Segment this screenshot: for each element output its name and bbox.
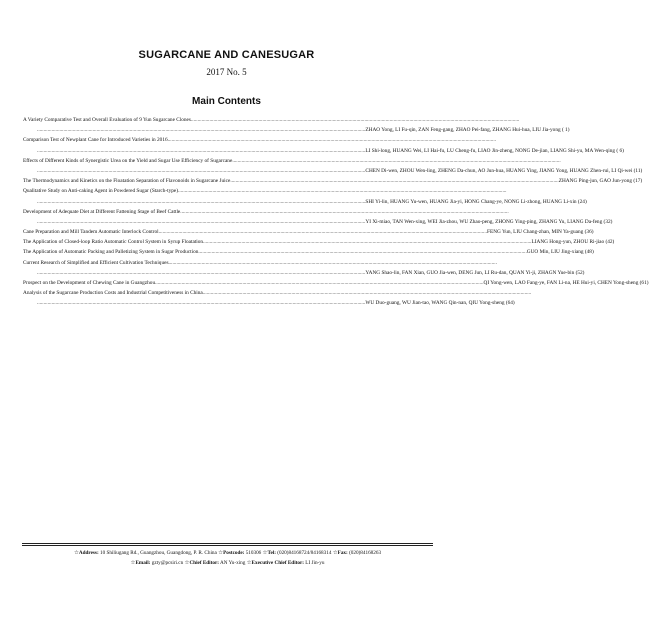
- footer-contact-line: [22, 548, 433, 558]
- publisher-info: [22, 548, 433, 568]
- toc-entry: [23, 115, 413, 125]
- star-icon: ☆: [184, 560, 190, 566]
- star-icon: ☆: [73, 550, 79, 556]
- footer-editor-line: [22, 558, 433, 568]
- toc-entry-authors: LIANG Hong-yun, ZHOU Ri-jiao (42): [531, 239, 615, 246]
- footer-value: (020)84168263: [347, 550, 382, 556]
- toc-entry-author-line: [23, 146, 624, 156]
- footer-label: Email:: [135, 560, 151, 566]
- footer-divider-secondary: [22, 545, 433, 546]
- toc-entry-author-line: [23, 217, 613, 227]
- toc-entry: [23, 288, 413, 298]
- toc-leader-dots: [168, 135, 496, 145]
- toc-leader-dots: [37, 146, 365, 156]
- journal-title: SUGARCANE AND CANESUGAR: [138, 49, 315, 61]
- toc-entry-title: The Application of Closed-loop Ratio Automatic Control System in Syrup Floatation: [23, 239, 204, 246]
- toc-indent: [23, 166, 37, 176]
- toc-entry-author-line: [23, 166, 643, 176]
- toc-entry-title: The Thermodynamics and Kinetics on the Floatation Separation of Flavonoids in Sugarcane Juice: [23, 178, 231, 185]
- star-icon: ☆: [218, 550, 224, 556]
- toc-leader-dots: [37, 197, 365, 207]
- toc-entry-author-line: [23, 125, 570, 135]
- toc-entry: [23, 176, 643, 186]
- toc-leader-dots: [191, 115, 519, 125]
- star-icon: ☆: [246, 560, 252, 566]
- star-icon: ☆: [130, 560, 136, 566]
- toc-entry-title: Current Research of Simplified and Efficient Cultivation Techniques: [23, 259, 169, 266]
- toc-entry-title: Comparison Test of Newplant Cane for Introduced Varieties in 2016: [23, 137, 168, 144]
- toc-entry: [23, 227, 594, 237]
- toc-leader-dots: [37, 298, 365, 308]
- toc-entry-title: Development of Adequate Diet at Different Fattening Stage of Beef Cattle: [23, 208, 181, 215]
- toc-entry-authors: WU Duo-guang, WU Jian-tao, WANG Qin-nan, QIU Yong-sheng (64): [365, 300, 515, 307]
- toc-leader-dots: [155, 278, 483, 288]
- toc-entry-title: Effects of Different Kinds of Synergistic Urea on the Yield and Sugar Use Efficiency of Sugarcane: [23, 157, 233, 164]
- toc-leader-dots: [198, 247, 526, 257]
- toc-leader-dots: [159, 227, 487, 237]
- footer-label: Chief Editor:: [189, 560, 219, 566]
- toc-entry: [23, 258, 413, 268]
- toc-entry-title: Qualitative Study on Anti-caking Agent in Powdered Sugar (Starch-type): [23, 188, 179, 195]
- footer-label: Fax:: [337, 550, 348, 556]
- footer-label: Tel:: [267, 550, 276, 556]
- toc-entry: [23, 237, 615, 247]
- toc-entry-authors: LI Shi-long, HUANG Wei, LI Hai-fu, LU Cheng-fu, LIAO Jin-zheng, NONG De-jian, LIANG Shi-yu, MA Wen-qing ( 6): [365, 147, 624, 154]
- toc-leader-dots: [37, 268, 365, 278]
- toc-entry-authors: GUO Min, LIU Jing-xiang (48): [526, 249, 594, 256]
- table-of-contents: [23, 115, 649, 309]
- footer-value: gzty@pcsiri.cn: [150, 560, 185, 566]
- footer-value: (020)84168724/84168314: [275, 550, 333, 556]
- toc-entry: [23, 278, 649, 288]
- toc-indent: [23, 125, 37, 135]
- toc-indent: [23, 146, 37, 156]
- toc-entry: [23, 156, 413, 166]
- toc-leader-dots: [37, 125, 365, 135]
- toc-entry-authors: YANG Shao-lin, FAN Xian, GUO Jia-wen, DENG Jun, LI Ru-dan, QUAN Yi-ji, ZHAGN Yue-bin (52): [365, 269, 585, 276]
- toc-entry-authors: CHEN Di-wen, ZHOU Wen-ling, ZHENG Da-chun, AO Jun-hua, HUANG Ying, JIANG Yong, HUANG Zhen-rui, LI Qi-wei (11): [365, 167, 643, 174]
- toc-entry-author-line: [23, 298, 515, 308]
- toc-entry: [23, 247, 594, 257]
- footer-value: AN Yu-xing: [218, 560, 247, 566]
- footer-value: 10 Shiliugang Rd., Guangzhou, Guangdong, P. R. China: [98, 550, 219, 556]
- toc-entry: [23, 207, 413, 217]
- star-icon: ☆: [262, 550, 268, 556]
- toc-entry-title: Cane Preparation and Mill Tandem Automatic Interlock Control: [23, 229, 159, 236]
- contents-heading: Main Contents: [192, 96, 261, 107]
- footer-divider: [22, 543, 433, 544]
- toc-indent: [23, 197, 37, 207]
- toc-entry: [23, 135, 413, 145]
- toc-leader-dots: [169, 258, 497, 268]
- footer-value: LI Jin-yu: [304, 560, 325, 566]
- toc-entry-author-line: [23, 197, 587, 207]
- toc-leader-dots: [203, 288, 531, 298]
- toc-leader-dots: [232, 156, 560, 166]
- toc-indent: [23, 217, 37, 227]
- toc-entry-title: The Application of Automatic Packing and Palletizing System in Sugar Production: [23, 249, 199, 256]
- toc-leader-dots: [203, 237, 531, 247]
- toc-entry: [23, 186, 413, 196]
- toc-leader-dots: [180, 207, 508, 217]
- toc-entry-authors: ZHAO Yong, LI Fu-qin, ZAN Feng-gang, ZHAO Pei-fang, ZHANG Hui-hua, LIU Jia-yong ( 1): [365, 127, 570, 134]
- toc-entry-authors: ZHANG Ping-jun, GAO Jun-yong (17): [558, 178, 643, 185]
- toc-entry-authors: YI Xi-miao, TAN Wen-xing, WEI Jia-zhou, WU Zhao-peng, ZHONG Ying-ping, ZHANG Yu, LIANG Da-feng (32): [365, 218, 613, 225]
- issue-number: 2017 No. 5: [206, 67, 247, 77]
- toc-leader-dots: [37, 217, 365, 227]
- toc-entry-author-line: [23, 268, 585, 278]
- toc-entry-title: Analysis of the Sugarcane Production Costs and Industrial Competitiveness in China: [23, 290, 203, 297]
- footer-label: Address:: [78, 550, 99, 556]
- toc-leader-dots: [178, 186, 506, 196]
- footer-label: Postcode:: [223, 550, 245, 556]
- toc-entry-authors: SHI Yi-lin, HUANG Yu-wen, HUANG Jia-yi, HONG Chang-ye, NONG Li-zhong, HUANG Li-xin (24): [365, 198, 587, 205]
- toc-leader-dots: [230, 176, 558, 186]
- toc-entry-title: Prospect on the Development of Chewing Cane in Guangzhou: [23, 280, 156, 286]
- star-icon: ☆: [332, 550, 338, 556]
- toc-indent: [23, 298, 37, 308]
- toc-entry-title: A Variety Comparative Test and Overall Evaluation of 9 Yun Sugarcane Clones: [23, 117, 191, 123]
- footer-value: 510306: [244, 550, 263, 556]
- toc-entry-authors: QI Yong-wen, LAO Fang-ye, FAN Li-na, HE Hui-yi, CHEN Yong-sheng (61): [483, 280, 649, 286]
- toc-leader-dots: [37, 166, 365, 176]
- footer-label: Executive Chief Editor:: [251, 560, 304, 566]
- toc-entry-authors: FENG Yun, LIU Chang-zhan, MIN Ya-guang (36): [487, 229, 594, 236]
- toc-indent: [23, 268, 37, 278]
